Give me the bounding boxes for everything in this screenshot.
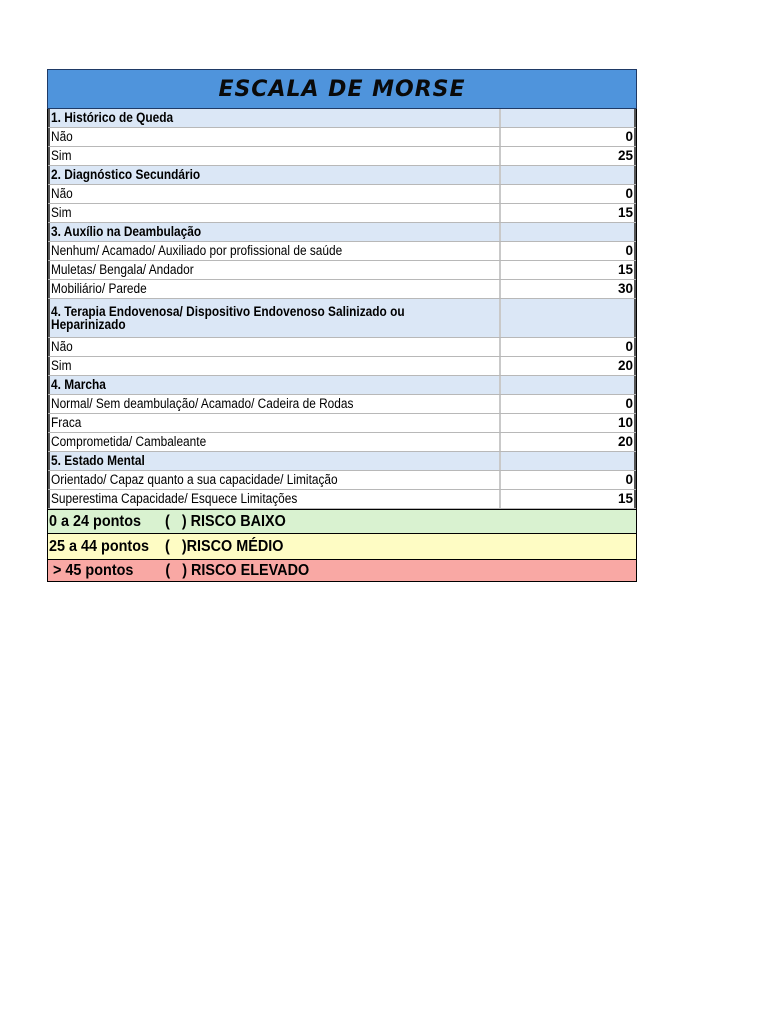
morse-scale-sheet (47, 69, 637, 582)
row-score: 0 (501, 338, 636, 356)
risk-mid-row (47, 534, 637, 560)
row-label-cell (48, 452, 501, 470)
row-label-cell (48, 128, 501, 146)
row-label-cell (48, 280, 501, 298)
risk-high-label: > 45 pontos ( ) RISCO ELEVADO (53, 561, 310, 579)
row-score: 0 (501, 128, 636, 146)
section-title: 2. Diagnóstico Secundário (51, 167, 201, 182)
table-row (48, 128, 636, 147)
row-label: Sim (51, 205, 72, 220)
row-label-cell (48, 490, 501, 508)
row-score: 15 (501, 261, 636, 279)
section-title: 5. Estado Mental (51, 453, 145, 468)
row-label-cell (48, 109, 501, 127)
row-label-cell (48, 357, 501, 375)
section-header-row (48, 223, 636, 242)
row-label-cell (48, 299, 501, 337)
table-row (48, 261, 636, 280)
row-label: Orientado/ Capaz quanto a sua capacidade/ Limitação (51, 472, 338, 487)
row-label-cell (48, 204, 501, 222)
section-header-row (48, 299, 636, 338)
row-score: 20 (501, 357, 636, 375)
section-title: 1. Histórico de Queda (51, 110, 174, 125)
row-label: Superestima Capacidade/ Esquece Limitações (51, 491, 298, 506)
row-label: Fraca (51, 415, 82, 430)
row-label: Não (51, 339, 73, 354)
row-label: Nenhum/ Acamado/ Auxiliado por profissional de saúde (51, 243, 343, 258)
row-score: 0 (501, 185, 636, 203)
row-label-cell (48, 414, 501, 432)
row-score: 10 (501, 414, 636, 432)
section-header-row (48, 376, 636, 395)
row-label: Sim (51, 358, 72, 373)
row-label-cell (48, 166, 501, 184)
table-row (48, 242, 636, 261)
section-title: 4. Marcha (51, 377, 106, 392)
risk-high-row (47, 560, 637, 582)
row-label-cell (48, 338, 501, 356)
row-label-cell (48, 185, 501, 203)
table-row (48, 395, 636, 414)
table-row (48, 357, 636, 376)
row-label-cell (48, 242, 501, 260)
row-label: Sim (51, 148, 72, 163)
risk-low-row (47, 509, 637, 534)
table-row (48, 185, 636, 204)
row-label-cell (48, 471, 501, 489)
table-row (48, 433, 636, 452)
row-score (501, 109, 636, 127)
row-score (501, 223, 636, 241)
risk-mid-label: 25 a 44 pontos ( )RISCO MÉDIO (49, 537, 284, 555)
section-title: 4. Terapia Endovenosa/ Dispositivo Endovenoso Salinizado ou Heparinizado (51, 304, 405, 332)
table-row (48, 204, 636, 223)
section-header-row (48, 166, 636, 185)
row-label-cell (48, 395, 501, 413)
table-row (48, 471, 636, 490)
table-row (48, 490, 636, 509)
scale-table (47, 109, 637, 509)
section-header-row (48, 452, 636, 471)
table-row (48, 338, 636, 357)
row-label: Muletas/ Bengala/ Andador (51, 262, 194, 277)
row-score (501, 452, 636, 470)
row-score: 0 (501, 395, 636, 413)
table-row (48, 147, 636, 166)
row-score (501, 376, 636, 394)
row-score: 25 (501, 147, 636, 165)
table-row (48, 414, 636, 433)
risk-low-label: 0 a 24 pontos ( ) RISCO BAIXO (49, 512, 286, 530)
row-label: Mobiliário/ Parede (51, 281, 147, 296)
section-header-row (48, 109, 636, 128)
row-score: 15 (501, 204, 636, 222)
row-label: Normal/ Sem deambulação/ Acamado/ Cadeira de Rodas (51, 396, 354, 411)
row-label-cell (48, 261, 501, 279)
title-bar (47, 69, 637, 109)
row-label-cell (48, 433, 501, 451)
page-title: ESCALA DE MORSE (218, 76, 466, 102)
section-title: 3. Auxílio na Deambulação (51, 224, 202, 239)
table-row (48, 280, 636, 299)
row-label-cell (48, 376, 501, 394)
row-score (501, 166, 636, 184)
row-score: 0 (501, 471, 636, 489)
row-score (501, 299, 636, 337)
row-label: Comprometida/ Cambaleante (51, 434, 207, 449)
row-label: Não (51, 129, 73, 144)
row-label-cell (48, 147, 501, 165)
row-score: 30 (501, 280, 636, 298)
row-score: 20 (501, 433, 636, 451)
row-label: Não (51, 186, 73, 201)
row-score: 0 (501, 242, 636, 260)
row-score: 15 (501, 490, 636, 508)
row-label-cell (48, 223, 501, 241)
